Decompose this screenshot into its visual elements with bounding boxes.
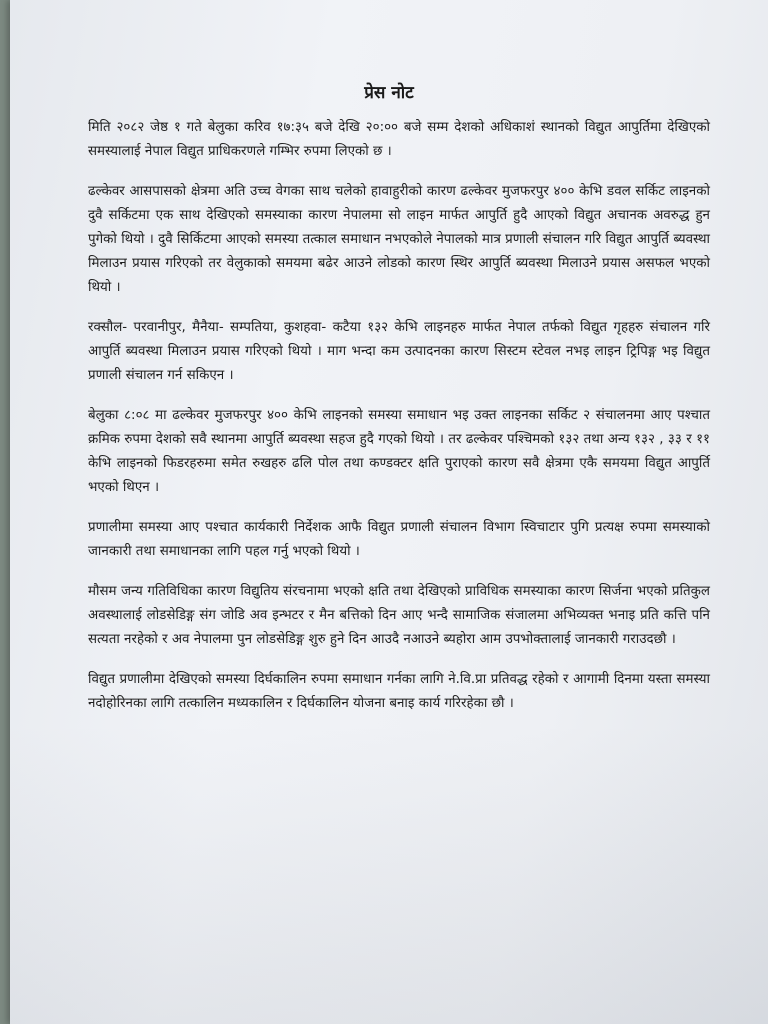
document-title: प्रेस नोट bbox=[364, 83, 414, 103]
paragraph-3: रक्सौल- परवानीपुर, मैनैया- सम्पतिया, कुशहवा- कटैया १३२ केभि लाइनहरु मार्फत नेपाल तर्फको विद्युत गृहहरु संचालन गरि आपुर्ति ब्यवस्था मिलाउन प्रयास गरिएको थियो । माग भन्दा कम उत्पादनका कारण सिस्टम स्टेवल नभइ लाइन ट्रिपिङ्ग भइ विद्युत प्रणाली संचालन गर्न सकिएन । bbox=[88, 320, 710, 383]
page-shadow bbox=[10, 724, 768, 1024]
paragraph-5: प्रणालीमा समस्या आए पश्चात कार्यकारी निर्देशक आफै विद्युत प्रणाली संचालन विभाग स्विचाटार पुगि प्रत्यक्ष रुपमा समस्याको जानकारी तथा समाधानका लागि पहल गर्नु भएको थियो । bbox=[88, 520, 710, 559]
document-page bbox=[10, 0, 768, 1024]
paragraph-1: मिति २०८२ जेष्ठ १ गते बेलुका करिव १७:३५ बजे देखि २०:०० बजे सम्म देशको अधिकाशं स्थानको विद्युत आपुर्तिमा देखिएको समस्यालाई नेपाल विद्युत प्राधिकरणले गम्भिर रुपमा लिएको छ । bbox=[88, 120, 710, 159]
paragraph-2: ढल्केवर आसपासको क्षेत्रमा अति उच्च वेगका साथ चलेको हावाहुरीको कारण ढल्केवर मुजफरपुर ४०० केभि डवल सर्किट लाइनको दुवै सर्किटमा एक साथ देखिएको समस्याका कारण नेपालमा सो लाइन मार्फत आपुर्ति हुदै आएको विद्युत अचानक अवरुद्ध हुन पुगेको थियो । दुवै सिर्किटमा आएको समस्या तत्काल समाधान नभएकोले नेपालको मात्र प्रणाली संचालन गरि विद्युत आपुर्ति ब्यवस्था मिलाउन प्रयास गरिएको तर वेलुकाको समयमा बढेर आउने लोडको कारण स्थिर आपुर्ति ब्यवस्था मिलाउने प्रयास असफल भएको थियो । bbox=[88, 184, 710, 295]
paragraph-4: बेलुका ८:०८ मा ढल्केवर मुजफरपुर ४०० केभि लाइनको समस्या समाधान भइ उक्त लाइनका सर्किट २ संचालनमा आए पश्चात क्रमिक रुपमा देशको सवै स्थानमा आपुर्ति ब्यवस्था सहज हुदै गएको थियो । तर ढल्केवर पश्चिमको १३२ तथा अन्य १३२ , ३३ र ११ केभि लाइनको फिडरहरुमा समेत रुखहरु ढलि पोल तथा कण्डक्टर क्षति पुराएको कारण सवै क्षेत्रमा एकै समयमा विद्युत आपुर्ति भएको थिएन । bbox=[88, 408, 710, 495]
paragraph-7: विद्युत प्रणालीमा देखिएको समस्या दिर्घकालिन रुपमा समाधान गर्नका लागि ने.वि.प्रा प्रतिवद्ध रहेको र आगामी दिनमा यस्ता समस्या नदोहोरिनका लागि तत्कालिन मध्यकालिन र दिर्घकालिन योजना बनाइ कार्य गरिरहेका छौ । bbox=[88, 672, 710, 711]
paragraph-6: मौसम जन्य गतिविधिका कारण विद्युतिय संरचनामा भएको क्षति तथा देखिएको प्राविधिक समस्याका कारण सिर्जना भएको प्रतिकुल अवस्थालाई लोडसेडिङ्ग संग जोडि अव इन्भटर र मैन बत्तिको दिन आए भन्दै सामाजिक संजालमा अभिव्यक्त भनाइ प्रति कत्ति पनि सत्यता नरहेको र अव नेपालमा पुन लोडसेडिङ्ग शुरु हुने दिन आउदै नआउने ब्यहोरा आम उपभोक्तालाई जानकारी गराउदछौ । bbox=[88, 584, 710, 647]
document-body bbox=[88, 116, 710, 732]
